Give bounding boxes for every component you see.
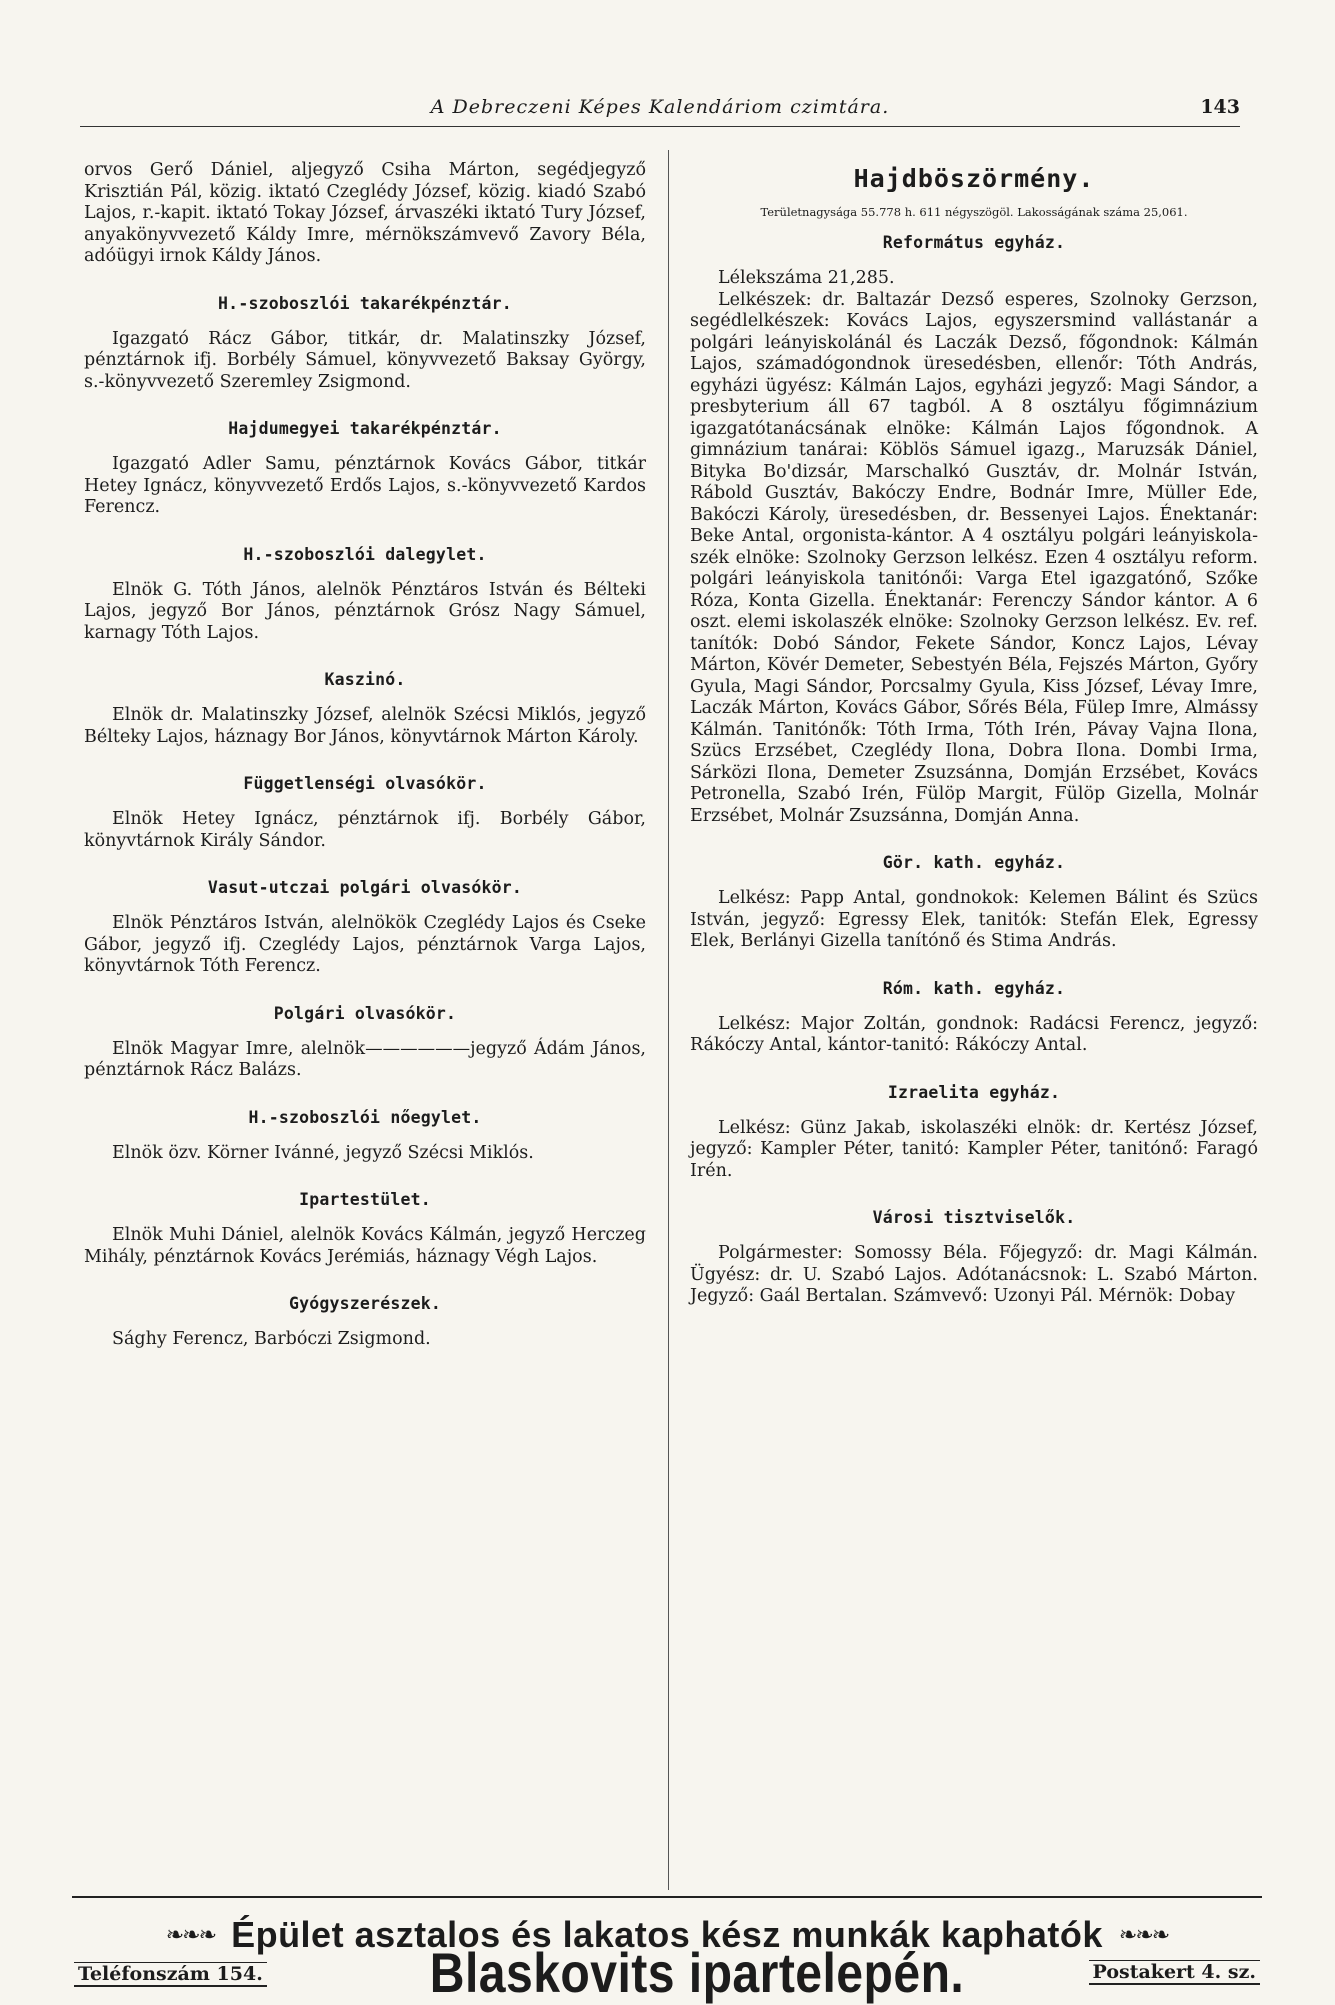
postal-address: Postakert 4. sz. (1089, 1960, 1260, 1985)
section-varosi (690, 1208, 1258, 1308)
column-divider (668, 150, 669, 1890)
section-text: Elnök G. Tóth János, alelnök Pénztáros István és Bélteki Lajos, jegyző Bor János, pénztárnok Grósz Nagy Sámuel, karnagy Tóth Lajos. (84, 579, 646, 643)
section-text: Elnök Magyar Imre, alelnök——————jegyző Ádám János, pénztárnok Rácz Balázs. (84, 1038, 646, 1080)
section-text: Lelkészek: dr. Baltazár Dezső esperes, Szolnoky Gerzson, segédlelkészek: Kovács Lajos, egyszersmind vallástanár a polgári leányiskolánál és Laczák Dezső, főgondnok: Kálmán Lajos, számadógondnok üresedésben, ellenőr: Tóth András, egyházi ügyész: Kálmán Lajos, egyházi jegyző: Magi Sándor, a presbyterium áll 67 tagból. A 8 osztályu főgimnázium igazgatótanácsának elnöke: Kálmán Lajos főgondnok. A gimnázium tanárai: Köblös Sámuel igazg., Maruzsák Dániel, Bityka Bo'dizsár, Marschalkó Gusztáv, dr. Molnár István, Rábold Gusztáv, Bakóczy Endre, Bodnár Imre, Müller Ede, Bakóczi Károly, üresedésben, dr. Bessenyei Lajos. Énektanár: Beke Antal, orgonista-kántor. A 4 osztályu polgári leányiskola-szék elnöke: Szolnoky Gerzson lelkész. Ezen 4 osztályu reform. polgári leányiskola tanitónői: Varga Etel igazgatónő, Szőke Róza, Konta Gizella. Énektanár: Ferenczy Sándor kántor. A 6 oszt. elemi iskolaszék elnöke: Szolnoky Gerzson lelkész. Ev. ref. tanítók: Dobó Sándor, Fekete Sándor, Koncz Lajos, Lévay Márton, Kövér Demeter, Sebestyén Béla, Fejszés Márton, Győry Gyula, Magi Sándor, Porcsalmy Gyula, Kiss József, Lévay Imre, Laczák Márton, Kovács Gábor, Sőrés Béla, Fülep Imre, Almássy Kálmán. Tanitónők: Tóth Irma, Tóth Irén, Pávay Vajna Ilona, Szücs Erzsébet, Czeglédy Ilona, Dobra Ilona. Dombi Irma, Sárközi Ilona, Demeter Zsuzsánna, Domján Erzsébet, Kovács Petronella, Szabó Irén, Fülöp Margit, Fülöp Gizella, Molnár Erzsébet, Molnár Zsuzsánna, Domján Anna. (690, 289, 1258, 826)
section-title: Polgári olvasókör. (273, 1003, 457, 1023)
section-title: Hajdumegyei takarékpénztár. (228, 419, 502, 438)
section-text: Elnök Hetey Ignácz, pénztárnok ifj. Borbély Gábor, könyvtárnok Király Sándor. (84, 809, 646, 851)
ornament-left-icon: ❧❧❧ (165, 1922, 216, 1948)
section-text: Lelkész: Papp Antal, gondnokok: Kelemen Bálint és Szücs István, jegyző: Egressy Elek, tanitók: Stefán Elek, Egressy Elek, Berlányi Gizella tanítónő és Stima András. (690, 888, 1258, 951)
section-title: Gör. kath. egyház. (882, 853, 1066, 872)
section-ipartestulet (84, 1190, 646, 1268)
section-polgari (84, 1004, 646, 1082)
town-title: Hajdböszörmény. (853, 164, 1095, 193)
left-column (84, 160, 646, 1351)
footer-rule (72, 1896, 1262, 1898)
section-hajdumegyei (84, 419, 646, 519)
section-text: Igazgató Rácz Gábor, titkár, dr. Malatinszky József, pénztárnok ifj. Borbély Sámuel, könyvvezető Baksay György, s.-könyvvezető Szeremley Zsigmond. (84, 328, 646, 392)
section-title: H.-szoboszlói nőegylet. (248, 1107, 482, 1127)
section-title: Városi tisztviselők. (872, 1208, 1076, 1227)
population-line: Lélekszáma 21,285. (718, 268, 895, 288)
section-title: H.-szoboszlói dalegylet. (243, 544, 487, 564)
section-vasut-utczai (84, 878, 646, 978)
section-gyogyszereszek (84, 1294, 646, 1351)
section-title: Vasut-utczai polgári olvasókör. (207, 878, 523, 897)
section-title: Ipartestület. (299, 1190, 431, 1209)
section-title: Gyógyszerészek. (288, 1294, 441, 1313)
section-title: Izraelita egyház. (887, 1082, 1061, 1102)
section-text: Elnök özv. Körner Ivánné, jegyző Szécsi Miklós. (112, 1142, 534, 1163)
section-rom-kath (690, 979, 1258, 1057)
ornament-right-icon: ❧❧❧ (1118, 1922, 1169, 1948)
section-text: Igazgató Adler Samu, pénztárnok Kovács Gábor, titkár Hetey Ignácz, könyvvezető Erdős Lajos, s.-könyvvezető Kardos Ferencz. (84, 454, 646, 517)
phone-number: Teléfonszám 154. (74, 1962, 267, 1987)
section-izraelita (690, 1083, 1258, 1183)
section-fuggetlensegi (84, 774, 646, 852)
advert-company: Blaskovits ipartelepén. (429, 1941, 965, 2004)
section-gor-kath (690, 853, 1258, 953)
section-text: Elnök Pénztáros István, alelnökök Czeglédy Lajos és Cseke Gábor, jegyző ifj. Czeglédy Lajos, pénztárnok Varga Lajos, könyvtárnok Tóth Ferencz. (84, 913, 646, 976)
section-title: Róm. kath. egyház. (882, 978, 1066, 998)
section-reformatus (690, 233, 1258, 827)
running-title: A Debreczeni Képes Kalendáriom czimtára. (430, 96, 890, 118)
section-noegylet (84, 1108, 646, 1165)
section-text: Lelkész: Major Zoltán, gondnok: Radácsi Ferencz, jegyző: Rákóczy Antal, kántor-tanitó: Rákóczy Antal. (690, 1013, 1258, 1055)
section-text: Polgármester: Somossy Béla. Főjegyző: dr. Magi Kálmán. Ügyész: dr. U. Szabó Lajos. Adótanácsnok: L. Szabó Márton. Jegyző: Gaál Bertalan. Számvevő: Uzonyi Pál. Mérnök: Dobay (690, 1243, 1258, 1306)
page-number: 143 (1200, 96, 1240, 118)
section-text: Sághy Ferencz, Barbóczi Zsigmond. (112, 1329, 431, 1349)
section-text: Elnök Muhi Dániel, alelnök Kovács Kálmán, jegyző Herczeg Mihály, pénztárnok Kovács Jerémiás, háznagy Végh Lajos. (84, 1225, 646, 1267)
advert-footer (72, 1941, 1262, 2004)
right-column (690, 160, 1258, 1308)
section-text: Lelkész: Günz Jakab, iskolaszéki elnök: dr. Kertész József, jegyző: Kampler Péter, tanitó: Kampler Péter, tanitónő: Faragó Irén. (690, 1117, 1258, 1181)
section-dalegylet (84, 545, 646, 645)
section-title: Kaszinó. (324, 670, 406, 689)
section-takarekpenztar (84, 294, 646, 394)
intro-paragraph: orvos Gerő Dániel, aljegyző Csiha Márton, segédjegyző Krisztián Pál, közig. iktató Czeglédy József, közig. kiadó Szabó Lajos, r.-kapit. iktató Tokay József, árvaszéki iktató Tury József, anyakönyvvezető Káldy Imre, mérnökszámvevő Zavory Béla, adóügyi irnok Káldy János. (84, 160, 646, 266)
section-title: H.-szoboszlói takarékpénztár. (218, 293, 512, 313)
town-statistics: Területnagysága 55.778 h. 611 négyszögöl. Lakosságának száma 25,061. (760, 205, 1188, 219)
advert-line1: Épület asztalos és lakatos kész munkák kaphatók (231, 1914, 1103, 1955)
section-kaszino (84, 670, 646, 748)
running-header (80, 96, 1240, 127)
section-title: Függetlenségi olvasókör. (243, 774, 487, 793)
section-text: Elnök dr. Malatinszky József, alelnök Szécsi Miklós, jegyző Bélteky Lajos, háznagy Bor János, könyvtárnok Márton Károly. (84, 705, 646, 747)
section-title: Református egyház. (882, 233, 1066, 252)
